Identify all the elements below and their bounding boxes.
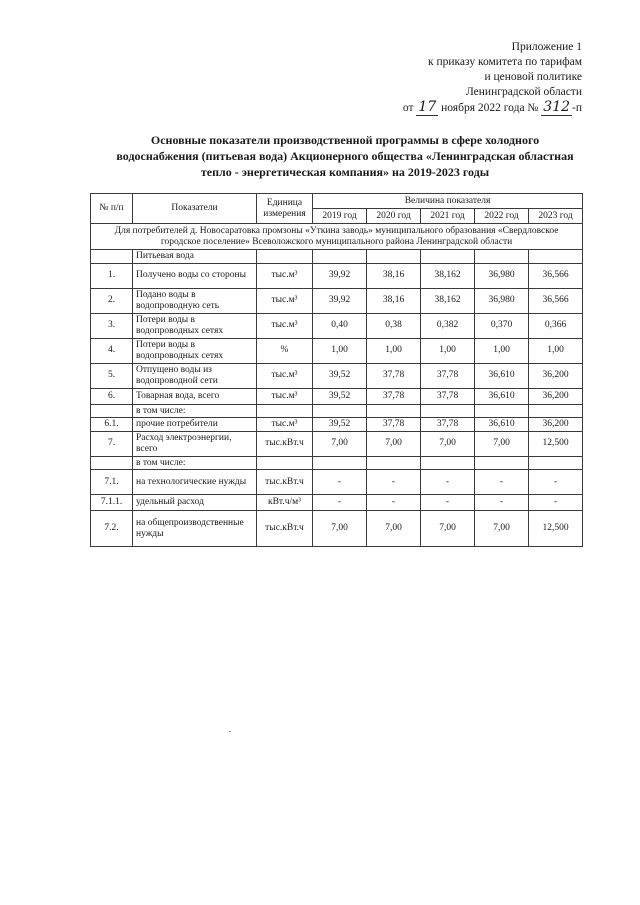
row-value bbox=[367, 250, 421, 264]
row-value: - bbox=[475, 470, 529, 495]
row-value: 38,16 bbox=[367, 288, 421, 313]
row-unit: % bbox=[257, 338, 313, 363]
row-number: 7.1.1. bbox=[91, 495, 133, 511]
table-row bbox=[91, 263, 583, 288]
row-value bbox=[421, 250, 475, 264]
row-indicator: Подано воды в водопроводную сеть bbox=[133, 288, 257, 313]
title-line-3: тепло - энергетическая компания» на 2019-2023 годы bbox=[200, 165, 490, 179]
row-value: 7,00 bbox=[367, 431, 421, 456]
row-value: 0,370 bbox=[475, 313, 529, 338]
row-value: 36,200 bbox=[529, 363, 583, 388]
row-value bbox=[313, 250, 367, 264]
row-indicator: Получено воды со стороны bbox=[133, 263, 257, 288]
page-mark bbox=[229, 731, 231, 732]
title-line-1: Основные показатели производственной программы в сфере холодного bbox=[150, 133, 540, 147]
row-unit: тыс.м³ bbox=[257, 263, 313, 288]
row-value: - bbox=[313, 495, 367, 511]
row-value: 0,382 bbox=[421, 313, 475, 338]
section-caption: Для потребителей д. Новосаратовка промзоны «Уткина заводь» муниципального образования «Свердловское городское поселение» Всеволожского муниципального района Ленинградской области bbox=[91, 224, 583, 250]
row-value: 36,610 bbox=[475, 418, 529, 432]
row-unit: тыс.м³ bbox=[257, 418, 313, 432]
order-number: 312 bbox=[543, 99, 571, 115]
row-value bbox=[313, 404, 367, 418]
row-value bbox=[475, 250, 529, 264]
row-value: - bbox=[313, 470, 367, 495]
appendix-block bbox=[342, 40, 582, 116]
header-year-2023: 2023 год bbox=[529, 209, 583, 224]
header-num: № п/п bbox=[91, 194, 133, 224]
row-number: 3. bbox=[91, 313, 133, 338]
row-value bbox=[421, 404, 475, 418]
row-value: - bbox=[475, 495, 529, 511]
date-middle: ноября 2022 года № bbox=[441, 102, 539, 114]
row-value bbox=[367, 404, 421, 418]
row-unit bbox=[257, 404, 313, 418]
section-row bbox=[91, 224, 583, 250]
row-number: 6.1. bbox=[91, 418, 133, 432]
row-value bbox=[475, 456, 529, 470]
row-value: 39,52 bbox=[313, 363, 367, 388]
row-value: 36,566 bbox=[529, 263, 583, 288]
table-row bbox=[91, 388, 583, 404]
appendix-line-4: Ленинградской области bbox=[465, 86, 582, 98]
row-value: 0,366 bbox=[529, 313, 583, 338]
order-day: 17 bbox=[418, 99, 437, 115]
appendix-line-3: и ценовой политике bbox=[484, 71, 582, 83]
row-number: 7.2. bbox=[91, 511, 133, 547]
row-indicator: удельный расход bbox=[133, 495, 257, 511]
row-value: 36,610 bbox=[475, 363, 529, 388]
row-number: 2. bbox=[91, 288, 133, 313]
header-year-2020: 2020 год bbox=[367, 209, 421, 224]
row-value: 1,00 bbox=[421, 338, 475, 363]
document-title bbox=[100, 132, 590, 180]
date-prefix: от bbox=[402, 102, 414, 114]
table-row bbox=[91, 495, 583, 511]
row-value: 38,16 bbox=[367, 263, 421, 288]
row-value: 1,00 bbox=[529, 338, 583, 363]
row-value: - bbox=[529, 495, 583, 511]
row-indicator: Товарная вода, всего bbox=[133, 388, 257, 404]
table-row bbox=[91, 511, 583, 547]
row-value: - bbox=[421, 495, 475, 511]
row-indicator: на технологические нужды bbox=[133, 470, 257, 495]
row-value: 36,610 bbox=[475, 388, 529, 404]
row-number: 1. bbox=[91, 263, 133, 288]
row-value: 36,200 bbox=[529, 418, 583, 432]
header-year-2022: 2022 год bbox=[475, 209, 529, 224]
header-unit: Единица измерения bbox=[257, 194, 313, 224]
row-number bbox=[91, 456, 133, 470]
row-value: 1,00 bbox=[313, 338, 367, 363]
row-value: 36,980 bbox=[475, 263, 529, 288]
row-number: 7.1. bbox=[91, 470, 133, 495]
row-unit: тыс.кВт.ч bbox=[257, 470, 313, 495]
table-row bbox=[91, 338, 583, 363]
row-value: 1,00 bbox=[367, 338, 421, 363]
table-row bbox=[91, 363, 583, 388]
row-value: 36,980 bbox=[475, 288, 529, 313]
row-indicator: Отпущено воды из водопроводной сети bbox=[133, 363, 257, 388]
row-value: 7,00 bbox=[475, 431, 529, 456]
row-value bbox=[367, 456, 421, 470]
date-suffix: -п bbox=[572, 102, 582, 114]
row-value: 7,00 bbox=[313, 431, 367, 456]
row-value: - bbox=[367, 470, 421, 495]
row-value: 7,00 bbox=[475, 511, 529, 547]
row-value bbox=[529, 404, 583, 418]
row-value: 37,78 bbox=[367, 418, 421, 432]
row-value: 7,00 bbox=[313, 511, 367, 547]
row-value: 0,40 bbox=[313, 313, 367, 338]
row-value: - bbox=[421, 470, 475, 495]
row-value: 12,500 bbox=[529, 511, 583, 547]
header-value: Величина показателя bbox=[313, 194, 583, 209]
header-year-2019: 2019 год bbox=[313, 209, 367, 224]
table-row bbox=[91, 250, 583, 264]
row-value: 37,78 bbox=[367, 363, 421, 388]
row-value: 1,00 bbox=[475, 338, 529, 363]
table-row bbox=[91, 418, 583, 432]
row-indicator: прочие потребители bbox=[133, 418, 257, 432]
row-unit: тыс.м³ bbox=[257, 288, 313, 313]
row-value: 39,52 bbox=[313, 418, 367, 432]
row-value bbox=[475, 404, 529, 418]
row-number bbox=[91, 404, 133, 418]
row-indicator: в том числе: bbox=[133, 404, 257, 418]
row-value: 37,78 bbox=[421, 388, 475, 404]
row-indicator: Расход электроэнергии, всего bbox=[133, 431, 257, 456]
row-indicator: Потери воды в водопроводных сетях bbox=[133, 313, 257, 338]
row-value bbox=[529, 456, 583, 470]
row-value: 36,200 bbox=[529, 388, 583, 404]
row-indicator: в том числе: bbox=[133, 456, 257, 470]
table-row bbox=[91, 288, 583, 313]
row-value: 37,78 bbox=[367, 388, 421, 404]
row-value: 12,500 bbox=[529, 431, 583, 456]
title-line-2: водоснабжения (питьевая вода) Акционерного общества «Ленинградская областная bbox=[116, 149, 574, 163]
header-year-2021: 2021 год bbox=[421, 209, 475, 224]
row-number bbox=[91, 250, 133, 264]
row-value: 7,00 bbox=[421, 511, 475, 547]
row-value: 36,566 bbox=[529, 288, 583, 313]
table-row bbox=[91, 404, 583, 418]
row-value: 0,38 bbox=[367, 313, 421, 338]
row-unit: тыс.м³ bbox=[257, 363, 313, 388]
row-value: 38,162 bbox=[421, 288, 475, 313]
indicators-table bbox=[90, 193, 583, 547]
appendix-date-line bbox=[342, 100, 582, 116]
row-value: - bbox=[367, 495, 421, 511]
header-indicator: Показатели bbox=[133, 194, 257, 224]
appendix-line-2: к приказу комитета по тарифам bbox=[428, 56, 582, 68]
row-value: 38,162 bbox=[421, 263, 475, 288]
row-indicator: Питьевая вода bbox=[133, 250, 257, 264]
row-value: 39,52 bbox=[313, 388, 367, 404]
row-unit bbox=[257, 250, 313, 264]
row-number: 4. bbox=[91, 338, 133, 363]
row-unit: тыс.кВт.ч bbox=[257, 431, 313, 456]
table-row bbox=[91, 431, 583, 456]
row-unit: тыс.м³ bbox=[257, 313, 313, 338]
table-row bbox=[91, 313, 583, 338]
row-value: 7,00 bbox=[367, 511, 421, 547]
row-value: 37,78 bbox=[421, 363, 475, 388]
row-indicator: Потери воды в водопроводных сетях bbox=[133, 338, 257, 363]
row-indicator: на общепроизводственные нужды bbox=[133, 511, 257, 547]
row-value: 39,92 bbox=[313, 263, 367, 288]
row-number: 6. bbox=[91, 388, 133, 404]
table-row bbox=[91, 456, 583, 470]
header-row-1 bbox=[91, 194, 583, 209]
row-number: 7. bbox=[91, 431, 133, 456]
row-value: 7,00 bbox=[421, 431, 475, 456]
row-value: 39,92 bbox=[313, 288, 367, 313]
row-unit bbox=[257, 456, 313, 470]
table-row bbox=[91, 470, 583, 495]
row-unit: тыс.м³ bbox=[257, 388, 313, 404]
row-value bbox=[529, 250, 583, 264]
row-value bbox=[313, 456, 367, 470]
row-value bbox=[421, 456, 475, 470]
row-number: 5. bbox=[91, 363, 133, 388]
row-value: - bbox=[529, 470, 583, 495]
appendix-line-1: Приложение 1 bbox=[511, 41, 582, 53]
row-unit: кВт.ч/м³ bbox=[257, 495, 313, 511]
row-unit: тыс.кВт.ч bbox=[257, 511, 313, 547]
row-value: 37,78 bbox=[421, 418, 475, 432]
